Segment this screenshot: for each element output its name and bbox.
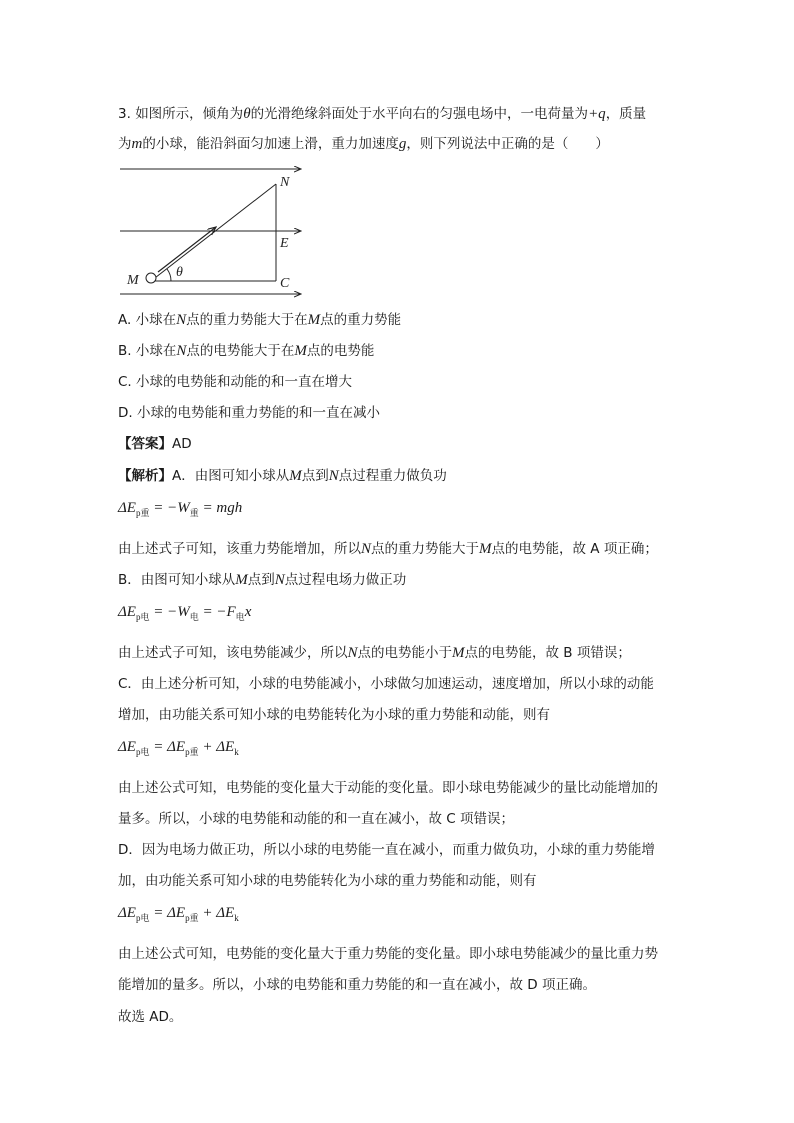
analysis-text: 点的重力势能大于 <box>371 541 480 557</box>
question-text: 如图所示，倾角为 <box>135 106 244 122</box>
point-symbol: N <box>274 572 285 588</box>
option-a <box>118 310 401 330</box>
analysis-text: A．由图可知小球从 <box>172 468 290 484</box>
option-text: 点的重力势能 <box>320 312 402 328</box>
formula-gravity-work <box>118 500 242 519</box>
formula-energy-c <box>118 739 239 758</box>
option-text: 点的电势能 <box>306 343 375 359</box>
question-text: 的光滑绝缘斜面处于水平向右的匀强电场中，一电荷量为 <box>250 106 589 122</box>
analysis-text: 点的电势能小于 <box>357 645 453 661</box>
answer-value: AD <box>172 436 192 452</box>
analysis-text: B．由图可知小球从 <box>118 572 236 588</box>
analysis-text: 加，由功能关系可知小球的电势能转化为小球的重力势能和动能，则有 <box>118 873 537 889</box>
formula-part: = −W <box>149 604 190 620</box>
point-symbol: M <box>479 541 492 557</box>
point-symbol: M <box>307 312 321 328</box>
analysis-conclusion <box>118 1007 182 1027</box>
formula-sub: p电 <box>135 747 150 757</box>
analysis-text: 故选 AD。 <box>118 1009 183 1025</box>
point-symbol: N <box>176 343 187 359</box>
formula-energy-d <box>118 905 239 924</box>
point-symbol: N <box>347 645 358 661</box>
point-symbol: M <box>294 343 307 359</box>
formula-sub: p电 <box>135 913 150 923</box>
velocity-arrow <box>158 227 216 272</box>
analysis-line-a1 <box>118 466 447 486</box>
analysis-line-d3 <box>118 944 658 964</box>
formula-part: ΔE <box>118 500 136 516</box>
option-text: 点的电势能大于在 <box>186 343 295 359</box>
angle-arc <box>167 269 171 281</box>
analysis-text: 能增加的量多。所以，小球的电势能和重力势能的和一直在减小，故 D 项正确。 <box>118 977 596 993</box>
formula-sub: p重 <box>185 747 199 757</box>
formula-sub: p重 <box>135 508 150 518</box>
point-symbol: N <box>176 312 187 328</box>
question-text: ，质量 <box>605 106 647 122</box>
formula-part: x <box>244 604 252 620</box>
analysis-text: 增加，由功能关系可知小球的电势能转化为小球的重力势能和动能，则有 <box>118 707 550 723</box>
incline-field-diagram <box>115 160 315 300</box>
analysis-text: D．因为电场力做正功，所以小球的电势能一直在减小，而重力做负功，小球的重力势能增 <box>118 842 655 858</box>
analysis-text: 由上述公式可知，电势能的变化量大于动能的变化量。即小球电势能减少的量比动能增加的 <box>118 780 658 796</box>
formula-sub: k <box>234 913 239 923</box>
formula-sub: 电 <box>235 612 245 622</box>
charge-symbol: +q <box>588 106 606 122</box>
formula-sub: 电 <box>189 612 199 622</box>
label-N: N <box>280 175 290 190</box>
option-d <box>118 403 380 423</box>
formula-sub: k <box>234 747 239 757</box>
question-text: 的小球，能沿斜面匀加速上滑，重力加速度 <box>142 136 399 152</box>
analysis-line-c3 <box>118 778 658 798</box>
formula-part: + ΔE <box>198 739 235 755</box>
point-symbol: M <box>235 572 248 588</box>
analysis-line-b2 <box>118 643 631 663</box>
formula-electric-work <box>118 604 251 623</box>
analysis-line-c2 <box>118 705 550 725</box>
answer-line <box>118 434 192 454</box>
formula-part: + ΔE <box>198 905 235 921</box>
point-symbol: M <box>289 468 302 484</box>
analysis-text: 点过程电场力做正功 <box>284 572 407 588</box>
analysis-line-a2 <box>118 539 658 559</box>
formula-part: = ΔE <box>149 739 186 755</box>
formula-part: = ΔE <box>149 905 186 921</box>
analysis-line-d1 <box>118 840 655 860</box>
analysis-line-c4 <box>118 809 514 829</box>
point-symbol: N <box>328 468 339 484</box>
formula-part: = mgh <box>198 500 243 516</box>
point-symbol: N <box>361 541 372 557</box>
analysis-text: 由上述式子可知，该重力势能增加，所以 <box>118 541 361 557</box>
analysis-text: 点到 <box>301 468 329 484</box>
analysis-line-d2 <box>118 871 537 891</box>
option-text: 点的重力势能大于在 <box>186 312 308 328</box>
option-text: B. 小球在 <box>118 343 177 359</box>
option-text: D. 小球的电势能和重力势能的和一直在减小 <box>118 405 380 421</box>
analysis-text: 点到 <box>247 572 275 588</box>
label-E: E <box>280 236 289 251</box>
option-c <box>118 372 352 392</box>
formula-part: ΔE <box>118 739 136 755</box>
gravity-symbol: g <box>398 136 407 152</box>
formula-sub: p重 <box>185 913 199 923</box>
question-text: ，则下列说法中正确的是（ ） <box>406 136 609 152</box>
label-C: C <box>280 276 290 291</box>
analysis-text: 由上述式子可知，该电势能减少，所以 <box>118 645 348 661</box>
label-M: M <box>127 273 139 288</box>
point-symbol: M <box>452 645 465 661</box>
analysis-text: 点的电势能，故 A 项正确； <box>491 541 658 557</box>
analysis-text: C．由上述分析可知，小球的电势能减小，小球做匀加速运动，速度增加，所以小球的动能 <box>118 676 654 692</box>
formula-sub: 重 <box>189 508 199 518</box>
option-text: C. 小球的电势能和动能的和一直在增大 <box>118 374 353 390</box>
analysis-text: 点的电势能，故 B 项错误； <box>464 645 631 661</box>
question-line-2 <box>118 134 609 154</box>
analysis-label: 【解析】 <box>118 468 172 484</box>
mass-symbol: m <box>131 136 143 152</box>
option-text: A. 小球在 <box>118 312 177 328</box>
formula-sub: p电 <box>135 612 150 622</box>
theta-symbol: θ <box>243 106 251 122</box>
answer-label: 【答案】 <box>118 436 172 452</box>
formula-part: ΔE <box>118 905 136 921</box>
analysis-line-d4 <box>118 975 596 995</box>
analysis-text: 量多。所以，小球的电势能和动能的和一直在减小，故 C 项错误； <box>118 811 515 827</box>
label-theta: θ <box>176 265 183 280</box>
analysis-text: 点过程重力做负功 <box>338 468 447 484</box>
formula-part: ΔE <box>118 604 136 620</box>
question-text: 为 <box>118 136 132 152</box>
analysis-text: 由上述公式可知，电势能的变化量大于重力势能的变化量。即小球电势能减少的量比重力势 <box>118 946 658 962</box>
question-number: 3. <box>118 106 131 122</box>
option-b <box>118 341 374 361</box>
analysis-line-c1 <box>118 674 654 694</box>
analysis-line-b1 <box>118 570 406 590</box>
formula-part: = −F <box>198 604 236 620</box>
question-line-1 <box>118 104 646 124</box>
incline-surface <box>151 184 276 281</box>
ball <box>146 273 156 283</box>
formula-part: = −W <box>149 500 190 516</box>
